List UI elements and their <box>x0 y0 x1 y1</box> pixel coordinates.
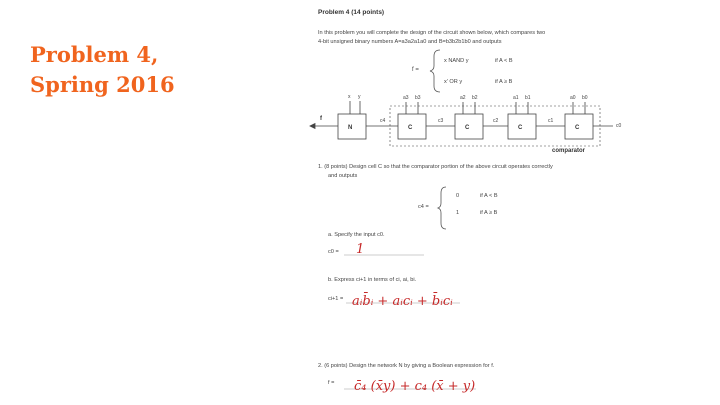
case1-expr: x NAND y <box>444 58 469 64</box>
c-box-label-1: C <box>518 125 523 131</box>
c4-val1: 1 <box>456 210 460 216</box>
c4-label: c4 = <box>418 204 429 210</box>
c-box-label-3: C <box>408 125 413 131</box>
input-b1: b1 <box>525 95 531 101</box>
carry-c0: c0 <box>616 123 622 129</box>
q2-label: f = <box>328 380 335 386</box>
f-label: f = <box>412 67 419 73</box>
input-a0: a0 <box>570 95 576 101</box>
carry-c3: c3 <box>438 118 444 124</box>
carry-c2: c2 <box>493 118 499 124</box>
circuit-diagram <box>310 101 613 146</box>
input-b0: b0 <box>582 95 588 101</box>
c4-brace <box>438 187 446 229</box>
qa-answer: 1 <box>356 242 365 257</box>
scanned-exam-page <box>300 0 720 405</box>
intro-line2: 4-bit unsigned binary numbers A=a3a2a1a0 and B=b3b2b1b0 and outputs <box>318 39 502 45</box>
qb-text: b. Express ci+1 in terms of ci, ai, bi. <box>328 277 417 283</box>
c4-cond1: if A ≥ B <box>480 210 498 216</box>
case2-expr: x' OR y <box>444 79 463 85</box>
qb-label: ci+1 = <box>328 296 344 302</box>
c-box-label-0: C <box>575 125 580 131</box>
case1-cond: if A < B <box>495 58 513 64</box>
qa-label: c0 = <box>328 249 339 255</box>
qb-answer: aᵢb̄ᵢ + aᵢcᵢ + b̄ᵢcᵢ <box>352 294 453 309</box>
problem-heading: Problem 4 (14 points) <box>318 9 385 16</box>
input-x: x <box>348 94 351 100</box>
slide-title-line1: Problem 4, <box>30 42 159 67</box>
carry-c4: c4 <box>380 118 386 124</box>
c4-val0: 0 <box>456 193 460 199</box>
input-y: y <box>358 94 361 100</box>
case2-cond: if A ≥ B <box>495 79 513 85</box>
slide-title <box>30 40 290 100</box>
comparator-label: comparator <box>552 148 586 154</box>
carry-c1: c1 <box>548 118 554 124</box>
q1-line1: 1. (8 points) Design cell C so that the comparator portion of the above circuit operates correctly <box>318 164 553 170</box>
c4-cond0: if A < B <box>480 193 498 199</box>
input-a1: a1 <box>513 95 519 101</box>
qa-text: a. Specify the input c0. <box>328 232 385 238</box>
input-a3: a3 <box>403 95 409 101</box>
input-a2: a2 <box>460 95 466 101</box>
intro-line1: In this problem you will complete the design of the circuit shown below, which compares two <box>318 30 546 36</box>
c-box-label-2: C <box>465 125 470 131</box>
input-b3: b3 <box>415 95 421 101</box>
q2-answer: c̄₄ (x̄y) + c₄ (x̄ + y) <box>354 379 476 394</box>
slide-title-line2: Spring 2016 <box>30 72 175 97</box>
f-output-label: f <box>320 116 322 122</box>
input-b2: b2 <box>472 95 478 101</box>
f-brace <box>430 50 440 92</box>
q2-text: 2. (6 points) Design the network N by giving a Boolean expression for f. <box>318 363 495 369</box>
n-box-label: N <box>348 125 353 131</box>
q1-line2: and outputs <box>328 173 358 179</box>
